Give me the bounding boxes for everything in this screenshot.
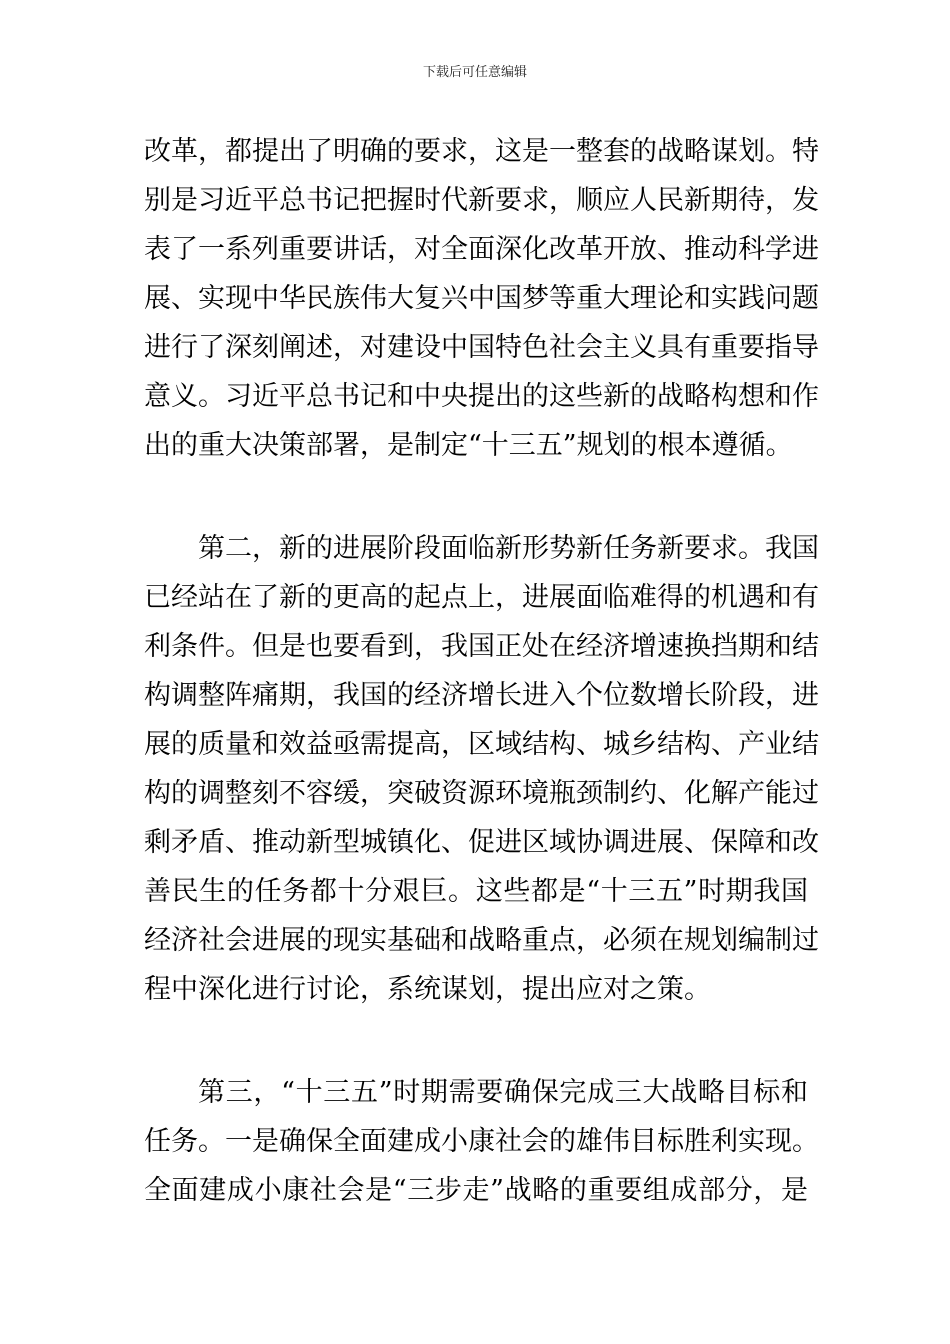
text-line: 全面建成小康社会是“三步走”战略的重要组成部分，是	[144, 1175, 808, 1206]
text-line: 程中深化进行讨论，系统谋划，提出应对之策。	[144, 974, 711, 1005]
text-line: 已经站在了新的更高的起点上，进展面临难得的机遇和有	[144, 582, 819, 613]
text-line: 意义。习近平总书记和中央提出的这些新的战略构想和作	[144, 381, 819, 412]
text-line: 表了一系列重要讲话，对全面深化改革开放、推动科学进	[144, 234, 819, 265]
text-line: 改革，都提出了明确的要求，这是一整套的战略谋划。特	[144, 136, 819, 167]
text-line: 展的质量和效益亟需提高，区域结构、城乡结构、产业结	[144, 729, 819, 760]
text-line: 进行了深刻阐述，对建设中国特色社会主义具有重要指导	[144, 332, 819, 363]
text-line: 剩矛盾、推动新型城镇化、促进区域协调进展、保障和改	[144, 827, 819, 858]
text-line: 第二，新的进展阶段面临新形势新任务新要求。我国	[198, 533, 819, 564]
text-line: 利条件。但是也要看到，我国正处在经济增速换挡期和结	[144, 631, 819, 662]
text-line: 构调整阵痛期，我国的经济增长进入个位数增长阶段，进	[144, 680, 819, 711]
page-header: 下载后可任意编辑	[422, 65, 527, 80]
text-line: 任务。一是确保全面建成小康社会的雄伟目标胜利实现。	[144, 1126, 819, 1157]
text-line: 善民生的任务都十分艰巨。这些都是“十三五”时期我国	[144, 876, 808, 907]
text-line: 展、实现中华民族伟大复兴中国梦等重大理论和实践问题	[144, 283, 819, 314]
text-line: 构的调整刻不容缓，突破资源环境瓶颈制约、化解产能过	[144, 778, 819, 809]
text-line: 经济社会进展的现实基础和战略重点，必须在规划编制过	[144, 925, 819, 956]
text-line: 出的重大决策部署，是制定“十三五”规划的根本遵循。	[144, 430, 793, 461]
text-line: 第三，“十三五”时期需要确保完成三大战略目标和	[198, 1077, 808, 1108]
text-line: 别是习近平总书记把握时代新要求，顺应人民新期待，发	[144, 185, 819, 216]
